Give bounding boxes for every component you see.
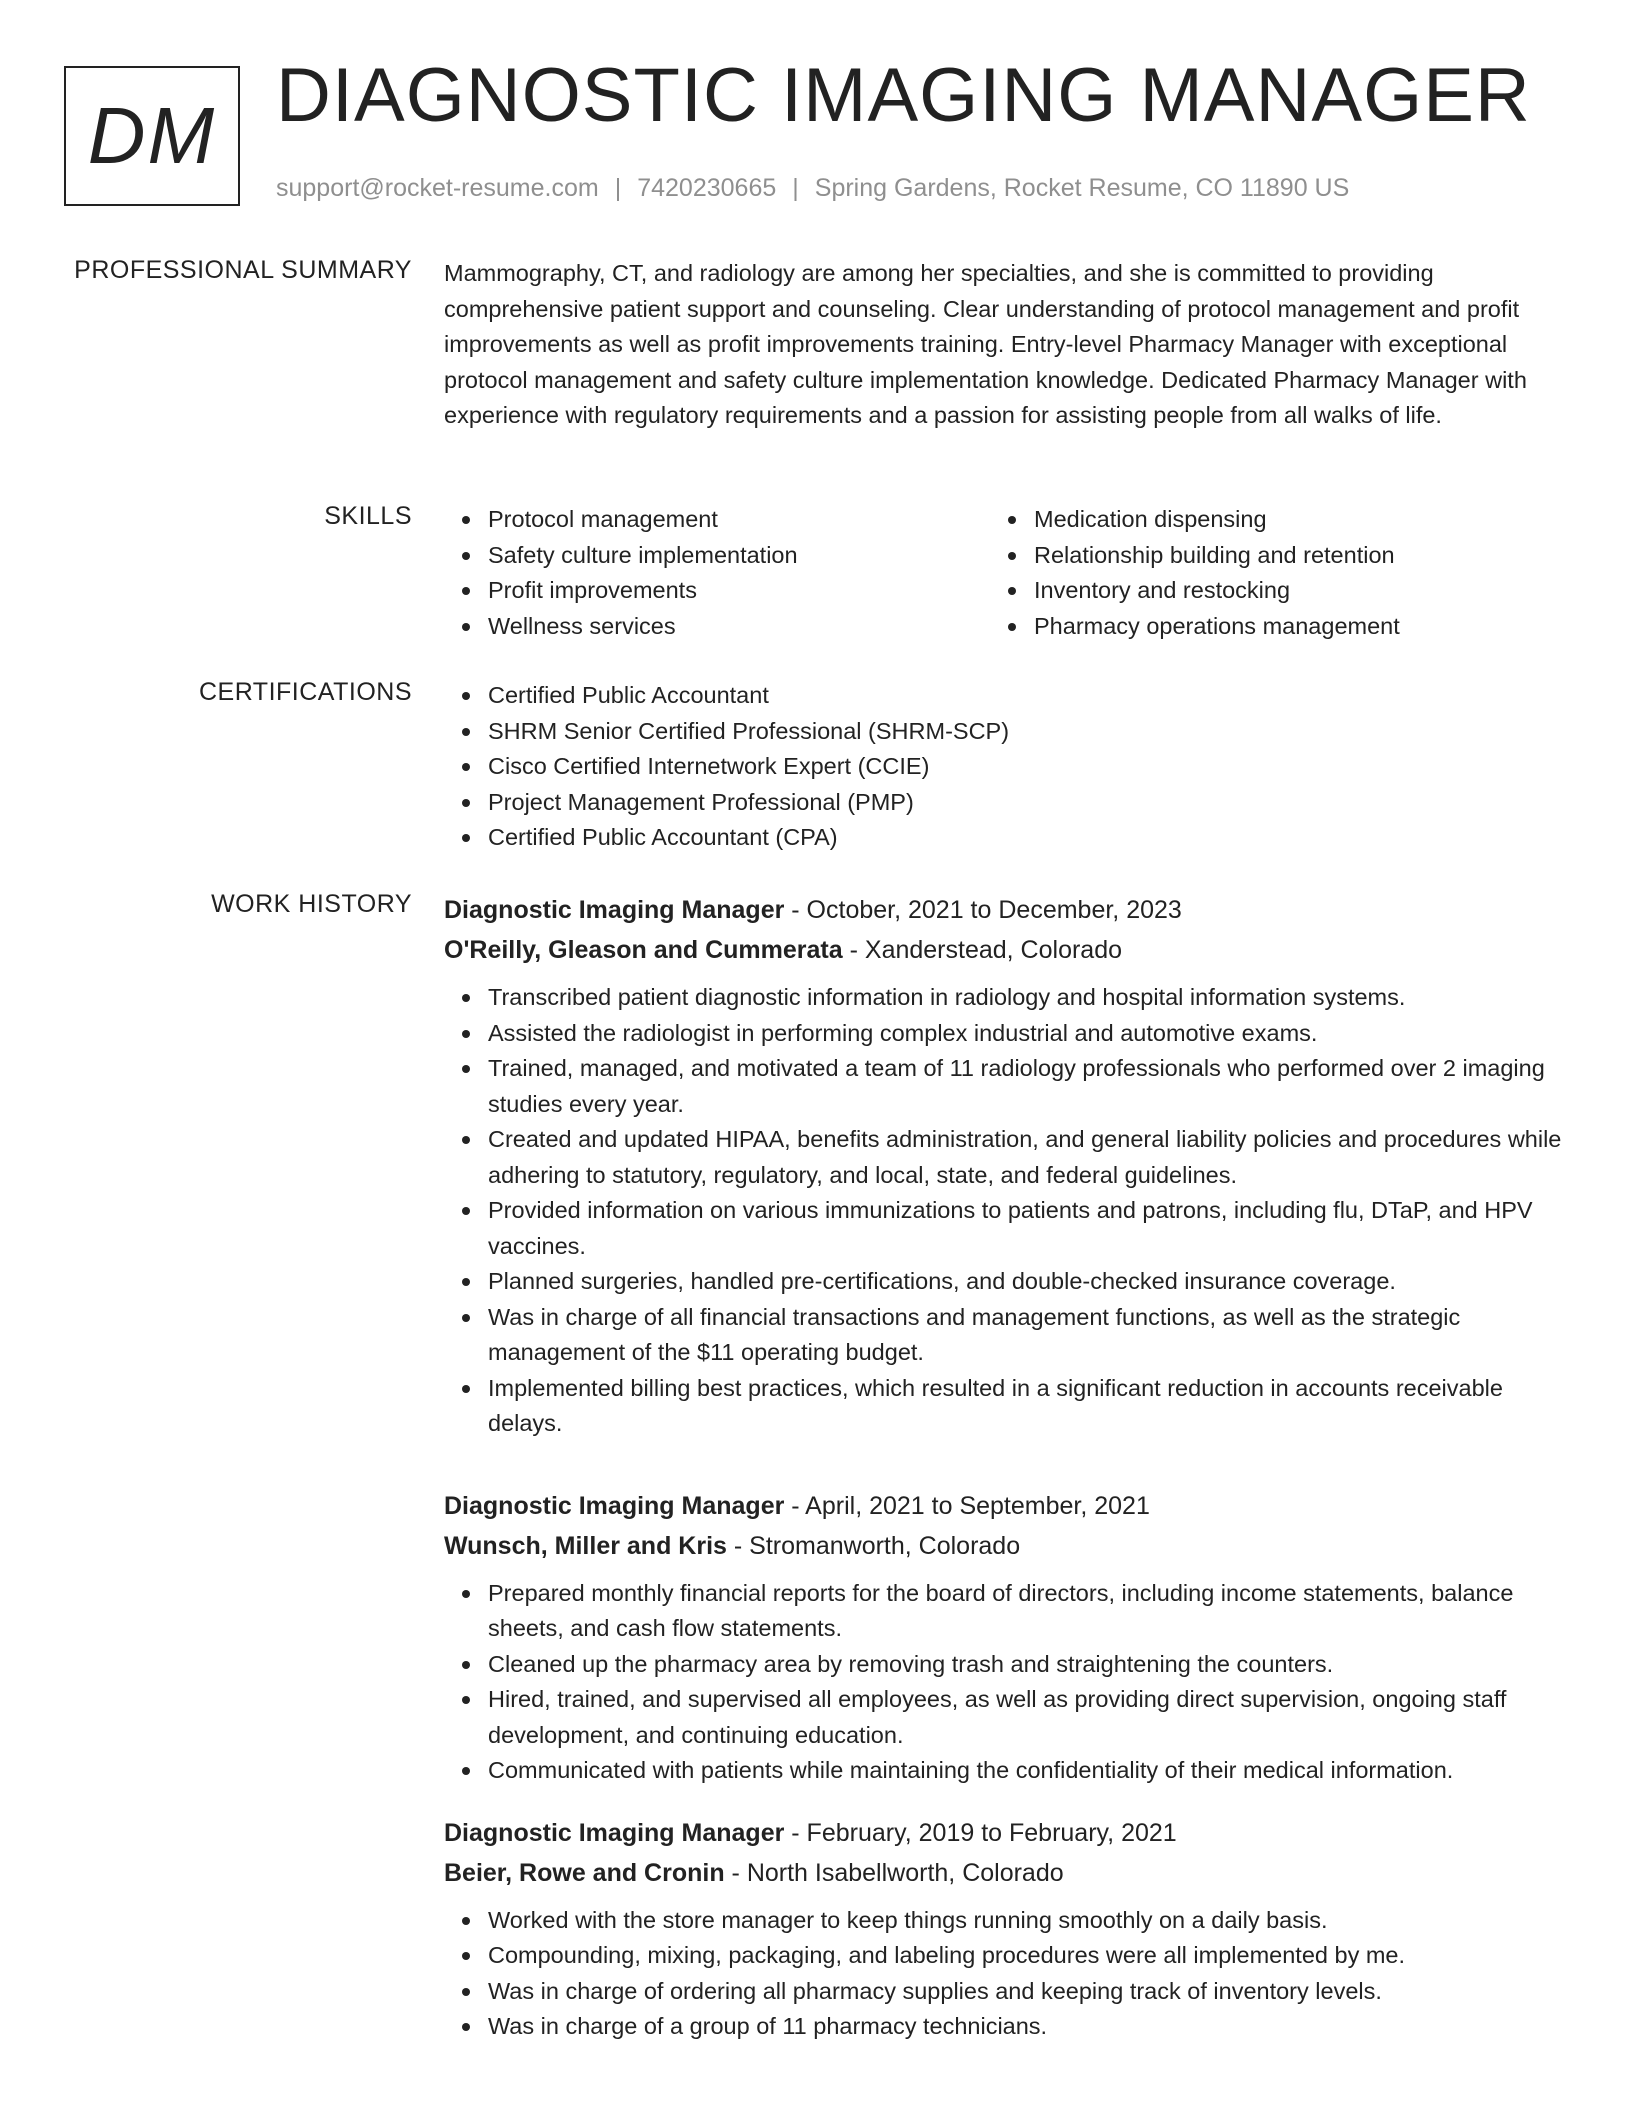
work-history-body xyxy=(444,890,1564,2045)
skill-item: Medication dispensing xyxy=(990,502,1536,538)
contact-address: Spring Gardens, Rocket Resume, CO 11890 US xyxy=(814,174,1350,202)
section-label-certifications: CERTIFICATIONS xyxy=(198,678,412,706)
job-entry xyxy=(444,1813,1564,2045)
job-bullet: Transcribed patient diagnostic information in radiology and hospital information systems. xyxy=(444,980,1564,1016)
skill-item: Profit improvements xyxy=(444,573,990,609)
contact-separator: | xyxy=(614,174,622,202)
contact-phone[interactable]: 7420230665 xyxy=(637,174,777,202)
certification-item: Certified Public Accountant xyxy=(444,678,1564,714)
certification-item: Certified Public Accountant (CPA) xyxy=(444,820,1564,856)
job-company-line xyxy=(444,1526,1564,1566)
job-title: Diagnostic Imaging Manager xyxy=(444,1818,785,1847)
job-company: Beier, Rowe and Cronin xyxy=(444,1858,725,1887)
skill-item: Safety culture implementation xyxy=(444,538,990,574)
job-bullet: Assisted the radiologist in performing complex industrial and automotive exams. xyxy=(444,1016,1564,1052)
job-bullet: Created and updated HIPAA, benefits administration, and general liability policies and procedures while adhering to statutory, regulatory, and local, state, and federal guidelines. xyxy=(444,1122,1564,1193)
skill-item: Pharmacy operations management xyxy=(990,609,1536,645)
job-bullet: Implemented billing best practices, which resulted in a significant reduction in accounts receivable delays. xyxy=(444,1371,1564,1442)
job-entry xyxy=(444,1486,1564,1789)
job-title-line xyxy=(444,890,1564,930)
skill-item: Protocol management xyxy=(444,502,990,538)
job-company: O'Reilly, Gleason and Cummerata xyxy=(444,936,843,964)
resume-title: DIAGNOSTIC IMAGING MANAGER xyxy=(276,53,1531,138)
job-bullet: Hired, trained, and supervised all employees, as well as providing direct supervision, ongoing staff development, and continuing education. xyxy=(444,1682,1564,1753)
job-bullet: Planned surgeries, handled pre-certifications, and double-checked insurance coverage. xyxy=(444,1264,1564,1300)
job-bullet: Worked with the store manager to keep things running smoothly on a daily basis. xyxy=(444,1903,1564,1939)
job-dates: - February, 2019 to February, 2021 xyxy=(784,1818,1177,1847)
job-bullets xyxy=(444,1576,1564,1789)
certifications-body xyxy=(444,678,1564,856)
job-bullet: Was in charge of a group of 11 pharmacy technicians. xyxy=(444,2009,1564,2045)
certification-item: Cisco Certified Internetwork Expert (CCIE) xyxy=(444,749,1564,785)
job-bullet: Communicated with patients while maintaining the confidentiality of their medical information. xyxy=(444,1753,1564,1789)
contact-separator: | xyxy=(792,174,799,202)
job-location: - Xanderstead, Colorado xyxy=(842,936,1123,964)
job-company-line xyxy=(444,1853,1564,1893)
summary-text: Mammography, CT, and radiology are among her specialties, and she is committed to providing comprehensive patient support and counseling. Clear understanding of protocol management and profit improvements as well as profit improvements training. Entry-level Pharmacy Manager with exceptional protocol management and safety culture implementation knowledge. Dedicated Pharmacy Manager with experience with regulatory requirements and a passion for assisting people from all walks of life. xyxy=(444,260,1527,428)
job-title: Diagnostic Imaging Manager xyxy=(444,1491,785,1520)
job-bullet: Was in charge of ordering all pharmacy supplies and keeping track of inventory levels. xyxy=(444,1974,1564,2010)
job-dates: - October, 2021 to December, 2023 xyxy=(784,896,1182,924)
job-dates: - April, 2021 to September, 2021 xyxy=(784,1491,1150,1520)
certifications-list xyxy=(444,678,1564,856)
skills-list-right xyxy=(990,502,1536,644)
monogram-logo: DM xyxy=(64,66,240,206)
job-title: Diagnostic Imaging Manager xyxy=(444,896,785,924)
job-company-line xyxy=(444,930,1564,970)
job-title-line xyxy=(444,1486,1564,1526)
skill-item: Inventory and restocking xyxy=(990,573,1536,609)
job-bullet: Cleaned up the pharmacy area by removing trash and straightening the counters. xyxy=(444,1647,1564,1683)
section-label-summary: PROFESSIONAL SUMMARY xyxy=(74,256,412,284)
job-entry xyxy=(444,890,1564,1442)
job-location: - Stromanworth, Colorado xyxy=(726,1531,1021,1560)
certification-item: SHRM Senior Certified Professional (SHRM-SCP) xyxy=(444,714,1564,750)
section-label-work-history: WORK HISTORY xyxy=(211,890,412,918)
section-label-skills: SKILLS xyxy=(324,502,412,530)
certification-item: Project Management Professional (PMP) xyxy=(444,785,1564,821)
skills-list-left xyxy=(444,502,990,644)
job-bullet: Trained, managed, and motivated a team of 11 radiology professionals who performed over 2 imaging studies every year. xyxy=(444,1051,1564,1122)
skill-item: Relationship building and retention xyxy=(990,538,1536,574)
job-company: Wunsch, Miller and Kris xyxy=(444,1531,727,1560)
job-bullets xyxy=(444,980,1564,1442)
job-bullet: Was in charge of all financial transactions and management functions, as well as the strategic management of the $11 operating budget. xyxy=(444,1300,1564,1371)
job-location: - North Isabellworth, Colorado xyxy=(724,1858,1064,1887)
job-title-line xyxy=(444,1813,1564,1853)
skills-body xyxy=(444,502,1564,644)
resume-header xyxy=(0,0,1632,240)
contact-email[interactable]: support@rocket-resume.com xyxy=(276,174,599,202)
skills-grid xyxy=(444,502,1564,644)
job-bullet: Prepared monthly financial reports for the board of directors, including income statements, balance sheets, and cash flow statements. xyxy=(444,1576,1564,1647)
job-bullet: Provided information on various immunizations to patients and patrons, including flu, DTaP, and HPV vaccines. xyxy=(444,1193,1564,1264)
job-bullet: Compounding, mixing, packaging, and labeling procedures were all implemented by me. xyxy=(444,1938,1564,1974)
skill-item: Wellness services xyxy=(444,609,990,645)
contact-line xyxy=(276,174,1349,203)
job-bullets xyxy=(444,1903,1564,2045)
